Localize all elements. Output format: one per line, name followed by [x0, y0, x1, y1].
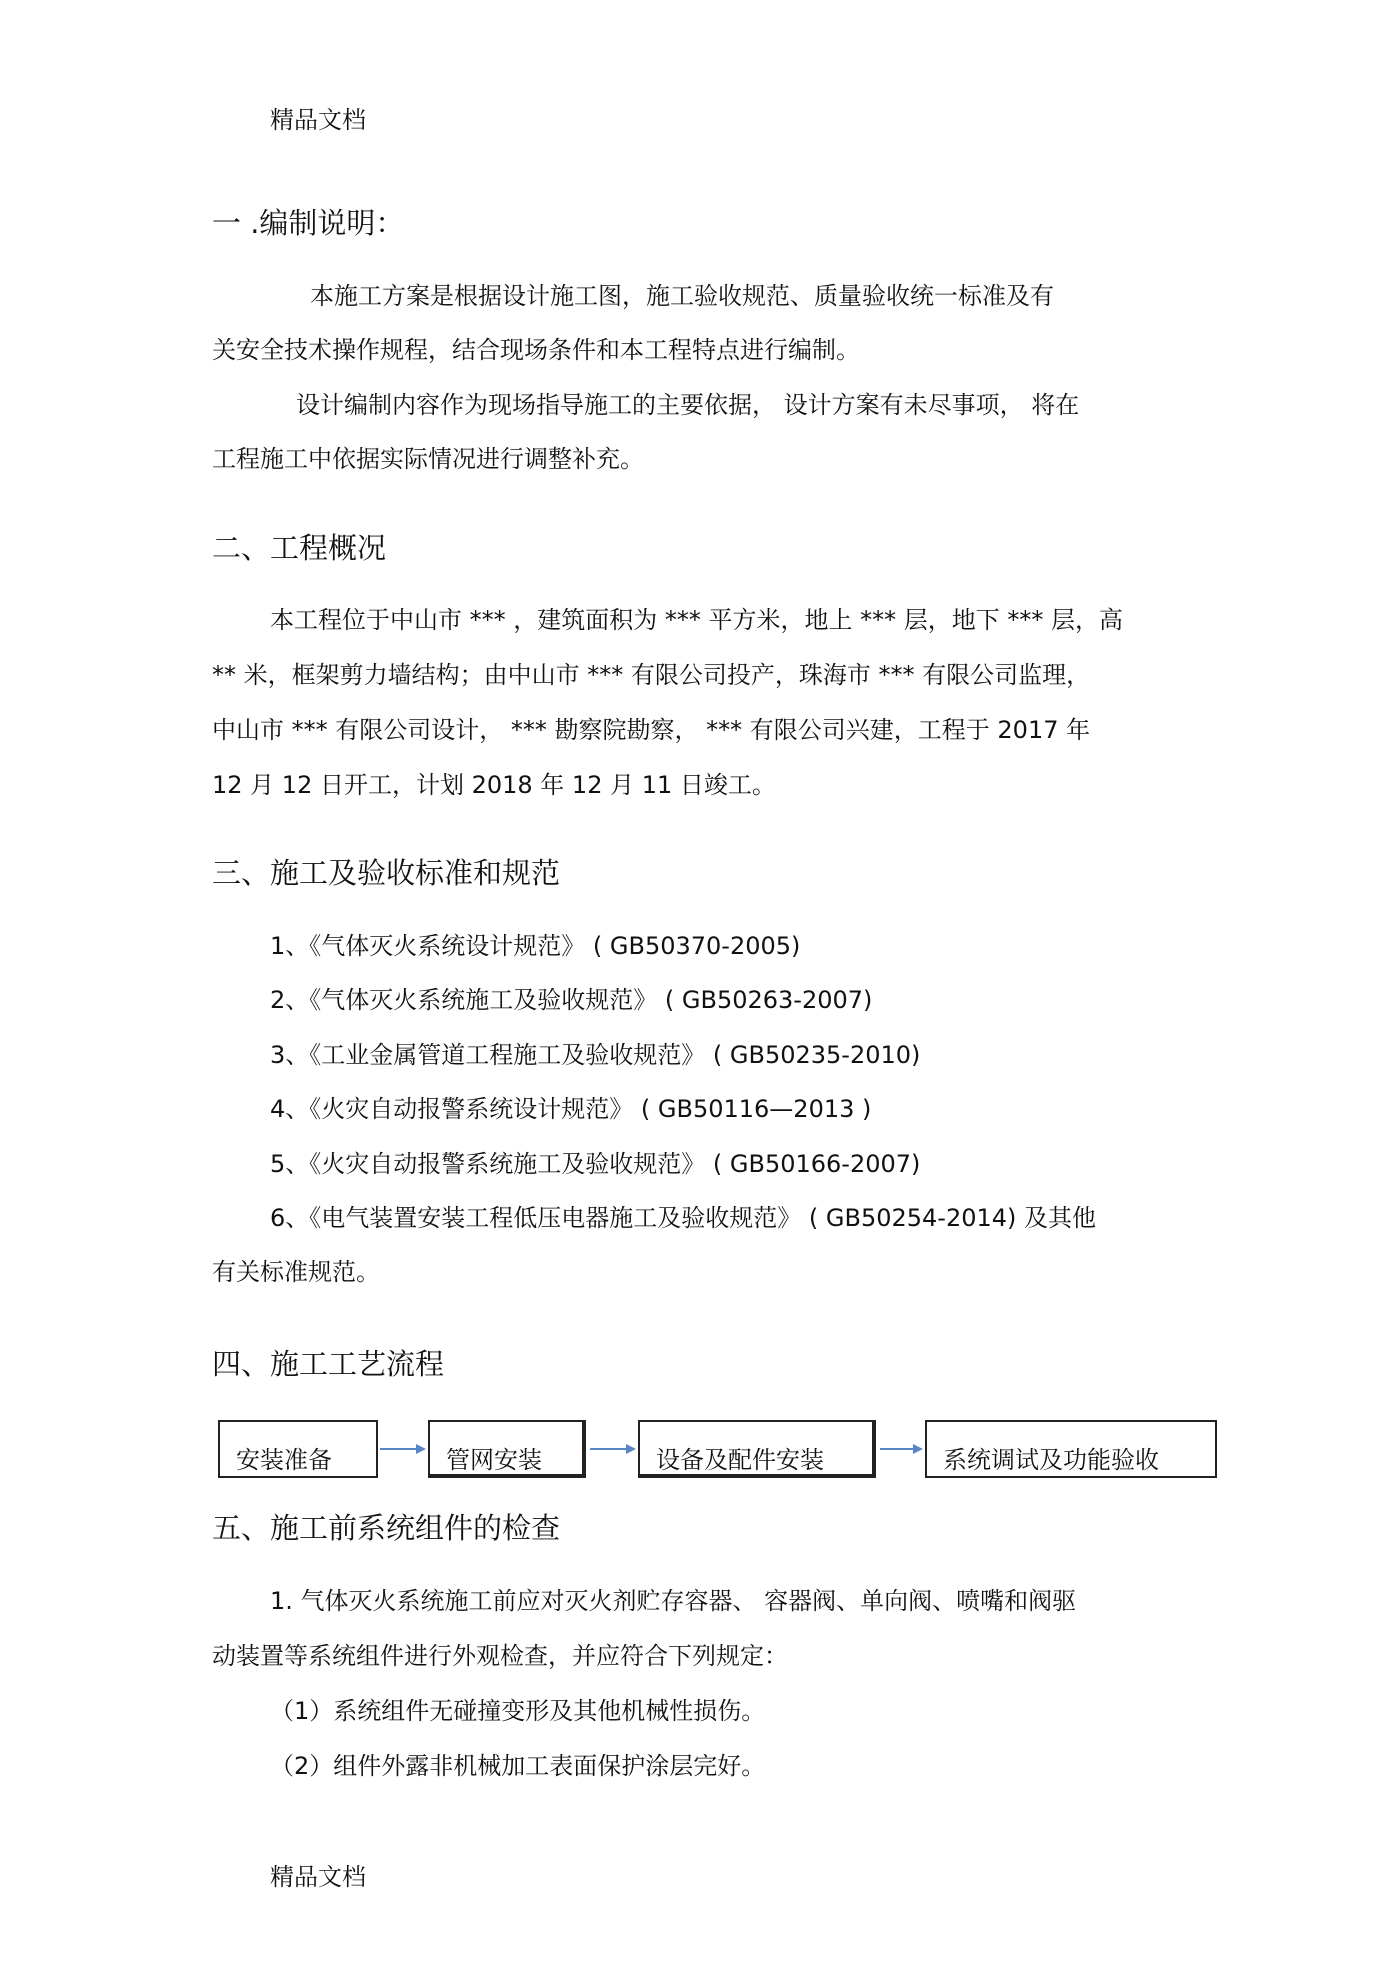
section5-title: 五、施工前系统组件的检查: [212, 1511, 561, 1545]
standard-item-6: 6、《电气装置安装工程低压电器施工及验收规范》 ( GB50254-2014) 及其他: [270, 1204, 1097, 1232]
section2-title: 二、工程概况: [212, 531, 387, 565]
flow-arrow-1: [380, 1444, 426, 1454]
flow-arrow-2: [590, 1444, 636, 1454]
section5-item2: （2）组件外露非机械加工表面保护涂层完好。: [270, 1752, 766, 1780]
standard-item-4: 4、《火灾自动报警系统设计规范》 ( GB50116—2013 ): [270, 1095, 872, 1123]
section5-line1: 1. 气体灭火系统施工前应对灭火剂贮存容器、 容器阀、单向阀、喷嘴和阀驱: [270, 1587, 1077, 1615]
section1-paragraph1-line2: 关安全技术操作规程，结合现场条件和本工程特点进行编制。: [212, 336, 860, 364]
section5-line2: 动装置等系统组件进行外观检查，并应符合下列规定：: [212, 1642, 788, 1670]
flow-step-2: 管网安装: [428, 1420, 586, 1478]
page-header: 精品文档: [270, 106, 366, 134]
flow-step-3: 设备及配件安装: [638, 1420, 876, 1478]
page-footer: 精品文档: [270, 1863, 366, 1891]
standard-item-1: 1、《气体灭火系统设计规范》 ( GB50370-2005): [270, 932, 801, 960]
section2-line2: ** 米，框架剪力墙结构；由中山市 *** 有限公司投产，珠海市 *** 有限公司监理，: [212, 661, 1091, 689]
standard-item-2: 2、《气体灭火系统施工及验收规范》 ( GB50263-2007): [270, 986, 873, 1014]
section3-title: 三、施工及验收标准和规范: [212, 856, 561, 890]
section1-title: 一 .编制说明：: [212, 206, 405, 240]
section2-line4: 12 月 12 日开工，计划 2018 年 12 月 11 日竣工。: [212, 771, 776, 799]
section2-line3: 中山市 *** 有限公司设计， *** 勘察院勘察， *** 有限公司兴建，工程于 2017 年: [212, 716, 1091, 744]
section1-paragraph2-line1: 设计编制内容作为现场指导施工的主要依据， 设计方案有未尽事项， 将在: [296, 391, 1080, 419]
standard-tail: 有关标准规范。: [212, 1258, 380, 1286]
flow-step-4: 系统调试及功能验收: [925, 1420, 1217, 1478]
flow-step-1: 安装准备: [218, 1420, 378, 1478]
section2-line1: 本工程位于中山市 *** ，建筑面积为 *** 平方米，地上 *** 层，地下 *** 层，高: [270, 606, 1124, 634]
section1-paragraph2-line2: 工程施工中依据实际情况进行调整补充。: [212, 445, 644, 473]
section4-title: 四、施工工艺流程: [212, 1347, 445, 1381]
standard-item-3: 3、《工业金属管道工程施工及验收规范》 ( GB50235-2010): [270, 1041, 921, 1069]
standard-item-5: 5、《火灾自动报警系统施工及验收规范》 ( GB50166-2007): [270, 1150, 921, 1178]
section5-item1: （1）系统组件无碰撞变形及其他机械性损伤。: [270, 1697, 766, 1725]
flow-arrow-3: [880, 1444, 923, 1454]
section1-paragraph1-line1: 本施工方案是根据设计施工图，施工验收规范、质量验收统一标准及有: [310, 282, 1054, 310]
